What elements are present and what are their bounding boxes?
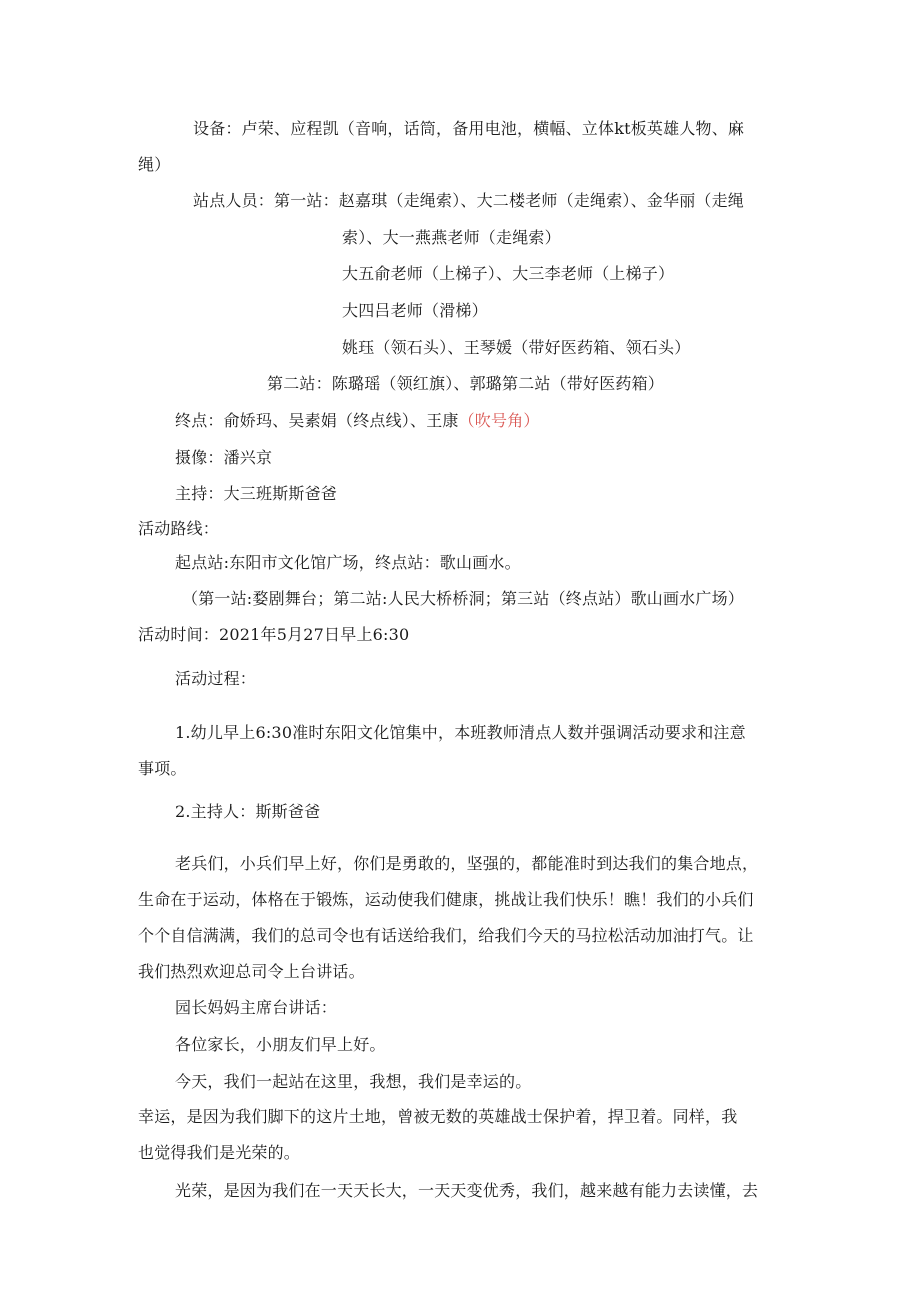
host-line: 主持：大三班斯斯爸爸: [175, 484, 338, 503]
speech-line-4: 我们热烈欢迎总司令上台讲话。: [138, 962, 365, 981]
principal-speech-line-1: 各位家长，小朋友们早上好。: [175, 1035, 386, 1054]
speech-line-1: 老兵们，小兵们早上好，你们是勇敢的，坚强的，都能准时到达我们的集合地点，: [175, 854, 759, 873]
process-step-1-line-1: 1.幼儿早上6:30准时东阳文化馆集中，本班教师清点人数并强调活动要求和注意: [175, 723, 746, 742]
principal-speech-title: 园长妈妈主席台讲话：: [175, 998, 338, 1017]
end-point-line: [175, 411, 540, 431]
station-staff-line-5: 姚珏（领石头）、王琴媛（带好医药箱、领石头）: [342, 338, 691, 357]
equipment-line-1: 设备：卢荣、应程凯（音响，话筒，备用电池，横幅、立体kt板英雄人物、麻: [193, 119, 745, 138]
speech-line-2: 生命在于运动，体格在于锻炼，运动使我们健康，挑战让我们快乐！瞧！我们的小兵们: [138, 890, 754, 909]
principal-speech-line-5: 光荣，是因为我们在一天天长大，一天天变优秀，我们，越来越有能力去读懂，去: [175, 1181, 759, 1200]
process-title: 活动过程：: [175, 669, 257, 688]
route-title: 活动路线：: [138, 519, 220, 538]
equipment-line-2: 绳）: [138, 155, 171, 174]
station-staff-line-2: 索）、大一燕燕老师（走绳索）: [342, 228, 561, 247]
principal-speech-line-2: 今天，我们一起站在这里，我想，我们是幸运的。: [175, 1072, 532, 1091]
route-line-2: （第一站:婺剧舞台；第二站:人民大桥桥洞；第三站（终点站）歌山画水广场）: [182, 589, 744, 608]
station-staff-line-4: 大四吕老师（滑梯）: [342, 301, 488, 320]
principal-speech-line-3: 幸运，是因为我们脚下的这片土地，曾被无数的英雄战士保护着，捍卫着。同样，我: [138, 1107, 738, 1126]
end-point-staff: 终点：俞娇玛、吴素娟（终点线）、王康: [175, 411, 459, 430]
end-point-horn-note: （吹号角）: [458, 411, 540, 430]
process-step-2: 2.主持人：斯斯爸爸: [175, 802, 321, 821]
station-staff-line-1: 站点人员：第一站：赵嘉琪（走绳索）、大二楼老师（走绳索）、金华丽（走绳: [193, 191, 745, 210]
station-two-line: 第二站：陈璐瑶（领红旗）、郭璐第二站（带好医药箱）: [267, 374, 665, 393]
principal-speech-line-4: 也觉得我们是光荣的。: [138, 1143, 301, 1162]
speech-line-3: 个个自信满满，我们的总司令也有话送给我们，给我们今天的马拉松活动加油打气。让: [138, 926, 754, 945]
station-staff-line-3: 大五俞老师（上梯子）、大三李老师（上梯子）: [342, 264, 675, 283]
camera-line: 摄像：潘兴京: [175, 448, 273, 467]
process-step-1-line-2: 事项。: [138, 759, 187, 778]
route-line-1: 起点站:东阳市文化馆广场，终点站：歌山画水。: [175, 553, 521, 572]
activity-time: 活动时间：2021年5月27日早上6:30: [138, 625, 410, 644]
